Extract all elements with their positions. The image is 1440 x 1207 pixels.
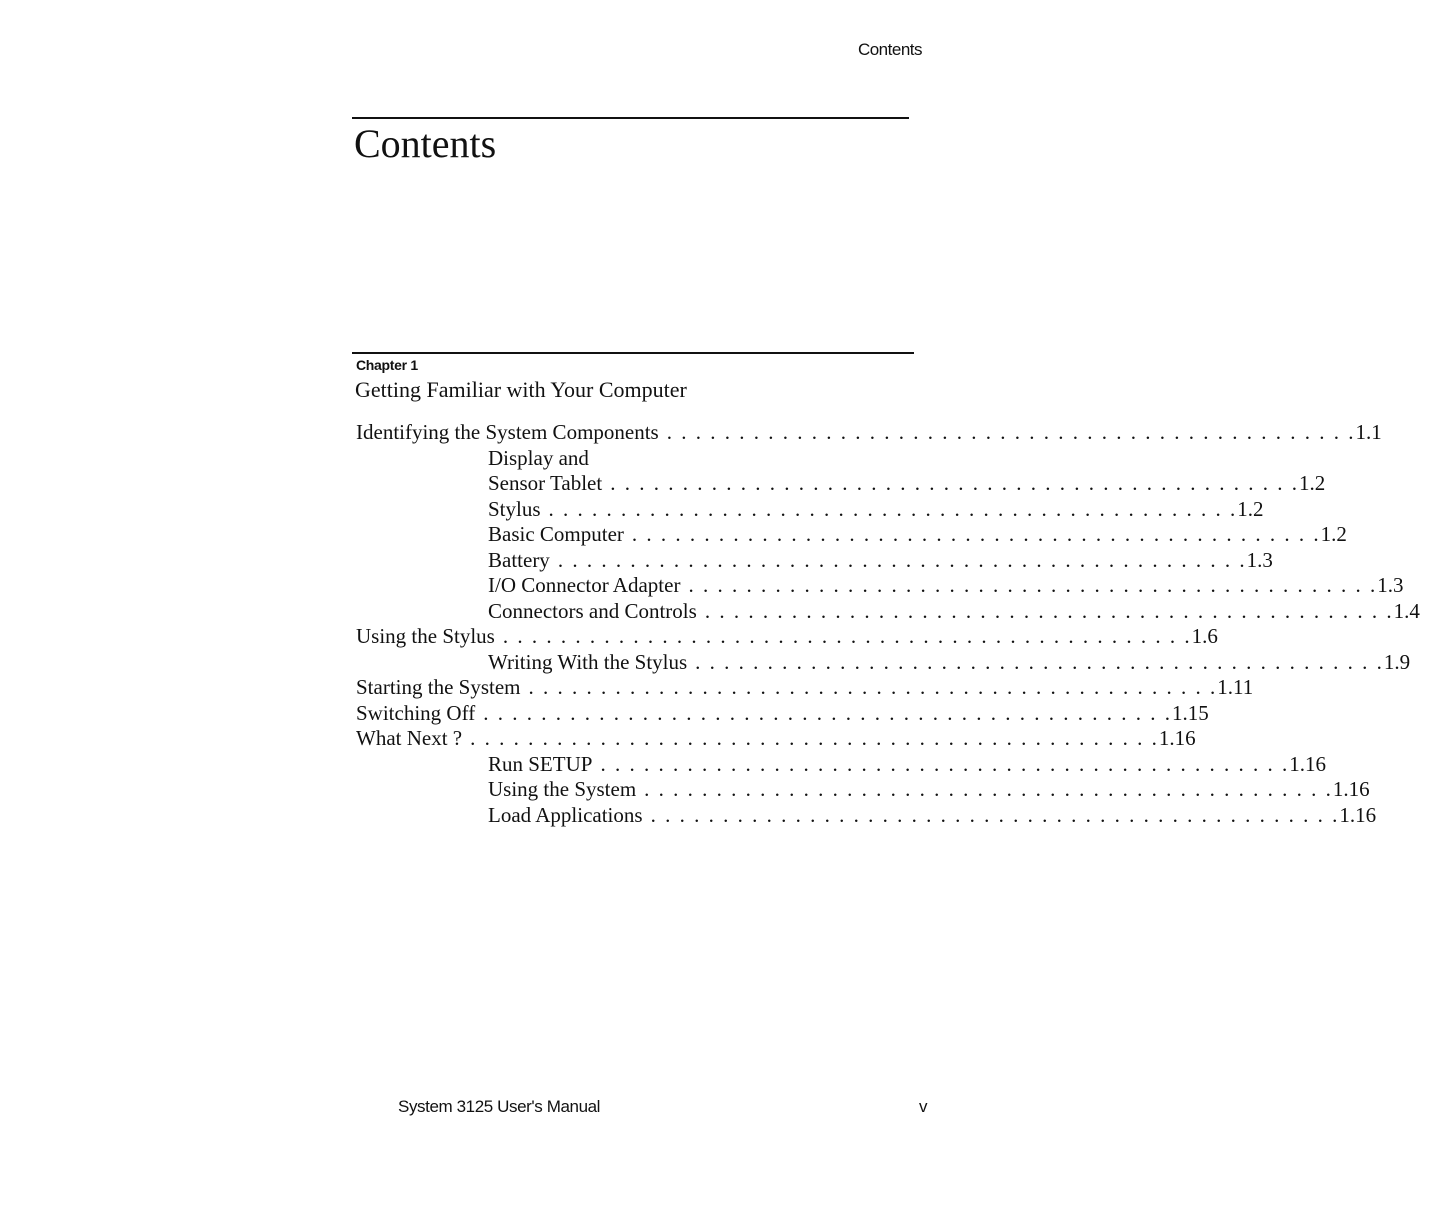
toc-entry: [488, 803, 1377, 828]
toc-entry-label: Switching Off: [356, 701, 476, 725]
toc-dot-leader: . . . . . . . . . . . . . . . . . . . . . . . . . . . . . . . . . . . . . . . . . . . . . . . .: [695, 650, 1384, 674]
toc-entry-page: 1.15: [1171, 701, 1209, 725]
toc-entry: [356, 726, 1196, 751]
toc-dot-leader: . . . . . . . . . . . . . . . . . . . . . . . . . . . . . . . . . . . . . . . . . . . . . . . .: [688, 573, 1378, 597]
toc-entry: [356, 420, 1382, 445]
toc-entry-page: 1.3: [1246, 548, 1273, 572]
chapter-title: Getting Familiar with Your Computer: [355, 377, 687, 402]
title-rule: [352, 117, 909, 119]
toc-entry-label: Basic Computer: [488, 522, 624, 546]
toc-entry-page: 1.2: [1320, 522, 1347, 546]
page-title: Contents: [354, 121, 497, 166]
toc-dot-leader: . . . . . . . . . . . . . . . . . . . . . . . . . . . . . . . . . . . . . . . . . . . . . . . .: [557, 548, 1247, 572]
toc-dot-leader: . . . . . . . . . . . . . . . . . . . . . . . . . . . . . . . . . . . . . . . . . . . . . . . .: [631, 522, 1321, 546]
toc-entry-page: 1.16: [1339, 803, 1377, 827]
toc-entry: [488, 522, 1347, 547]
toc-entry-label: Stylus: [488, 497, 541, 521]
toc-entry: [488, 548, 1273, 573]
toc-entry-label: Run SETUP: [488, 752, 593, 776]
footer-page-number: v: [919, 1097, 928, 1116]
toc-entry: [488, 777, 1370, 802]
toc-entry: [488, 471, 1326, 496]
toc-entry-page: 1.11: [1217, 675, 1254, 699]
toc-dot-leader: . . . . . . . . . . . . . . . . . . . . . . . . . . . . . . . . . . . . . . . . . . . . . . . .: [528, 675, 1218, 699]
toc-entry-page: 1.9: [1383, 650, 1411, 674]
toc-entry-label: Connectors and Controls: [488, 599, 697, 623]
toc-entry-label: Display and: [488, 446, 589, 470]
toc-entry-page: 1.1: [1355, 420, 1382, 444]
toc-entry: [488, 446, 910, 471]
toc-dot-leader: . . . . . . . . . . . . . . . . . . . . . . . . . . . . . . . . . . . . . . . . . . . . . . . .: [650, 803, 1340, 827]
toc-entry-label: Using the System: [488, 777, 637, 801]
toc-entry-label: Starting the System: [356, 675, 521, 699]
toc-entry: [356, 701, 1209, 726]
toc-entry-page: 1.16: [1289, 752, 1326, 776]
toc-dot-leader: . . . . . . . . . . . . . . . . . . . . . . . . . . . . . . . . . . . . . . . . . . . . . . . .: [644, 777, 1333, 801]
toc-entry: [356, 624, 1218, 649]
toc-entry-label: Load Applications: [488, 803, 643, 827]
toc-entry: [488, 752, 1326, 777]
toc-entry-label: Battery: [488, 548, 550, 572]
toc-entry: [488, 573, 1404, 598]
toc-entry-label: Writing With the Stylus: [488, 650, 688, 674]
chapter-rule: [352, 352, 914, 354]
toc-entry-page: 1.2: [1298, 471, 1326, 495]
toc-dot-leader: . . . . . . . . . . . . . . . . . . . . . . . . . . . . . . . . . . . . . . . . . . . . . . . .: [502, 624, 1192, 648]
toc-entry-label: What Next ?: [356, 726, 463, 750]
toc-dot-leader: . . . . . . . . . . . . . . . . . . . . . . . . . . . . . . . . . . . . . . . . . . . . . . . .: [600, 752, 1290, 776]
toc-entry-label: Sensor Tablet: [488, 471, 603, 495]
footer-title: System 3125 User's Manual: [398, 1097, 601, 1116]
toc-entry: [488, 599, 1420, 624]
toc-entry-page: 1.16: [1332, 777, 1370, 801]
toc-dot-leader: . . . . . . . . . . . . . . . . . . . . . . . . . . . . . . . . . . . . . . . . . . . . . . . .: [610, 471, 1299, 495]
toc-entry-page: 1.4: [1393, 599, 1420, 623]
chapter-label: Chapter 1: [356, 357, 418, 373]
toc-dot-leader: . . . . . . . . . . . . . . . . . . . . . . . . . . . . . . . . . . . . . . . . . . . . . . . .: [704, 599, 1394, 623]
toc-entry: [488, 497, 1264, 522]
toc-entry-page: 1.3: [1377, 573, 1404, 597]
toc-dot-leader: . . . . . . . . . . . . . . . . . . . . . . . . . . . . . . . . . . . . . . . . . . . . . . . .: [470, 726, 1159, 750]
toc-dot-leader: . . . . . . . . . . . . . . . . . . . . . . . . . . . . . . . . . . . . . . . . . . . . . . . .: [483, 701, 1172, 725]
toc-entry-page: 1.6: [1191, 624, 1218, 648]
toc-entry-label: I/O Connector Adapter: [488, 573, 681, 597]
toc-dot-leader: . . . . . . . . . . . . . . . . . . . . . . . . . . . . . . . . . . . . . . . . . . . . . . . .: [666, 420, 1356, 444]
toc-entry-label: Using the Stylus: [356, 624, 495, 648]
toc-entry: [356, 675, 1254, 700]
toc-entry-page: 1.2: [1237, 497, 1264, 521]
toc-dot-leader: . . . . . . . . . . . . . . . . . . . . . . . . . . . . . . . . . . . . . . . . . . . . . . . .: [548, 497, 1238, 521]
toc-entry: [488, 650, 1411, 675]
toc-entry-label: Identifying the System Components: [356, 420, 659, 444]
toc-entry-page: 1.16: [1158, 726, 1196, 750]
running-head: Contents: [857, 40, 922, 59]
